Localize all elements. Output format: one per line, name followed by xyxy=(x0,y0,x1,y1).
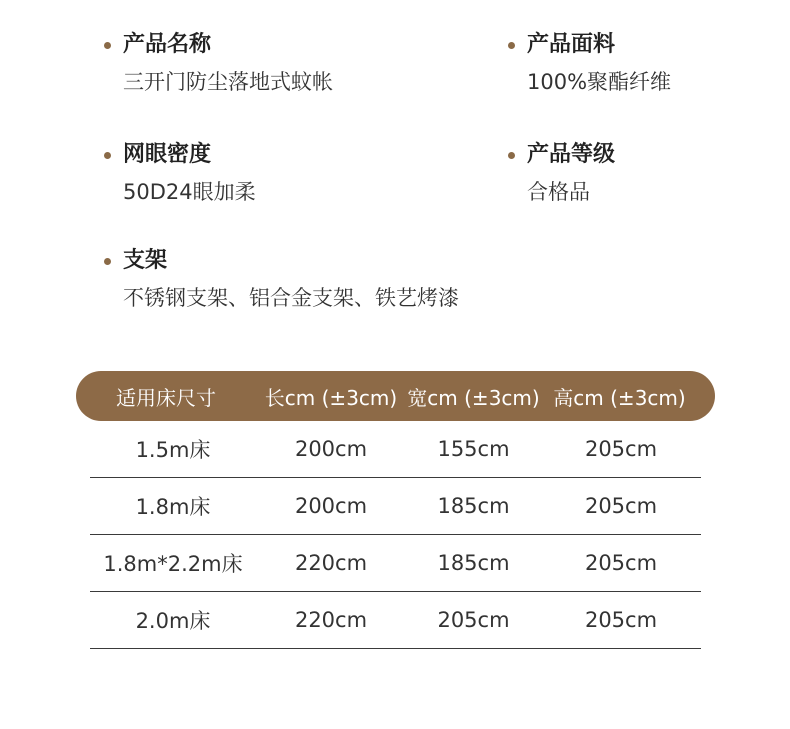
spec-title-text: 网眼密度 xyxy=(123,142,212,167)
spec-title xyxy=(123,31,333,59)
cell-width: 185cm xyxy=(437,551,510,575)
size-table xyxy=(76,371,715,649)
cell-length: 200cm xyxy=(294,437,368,461)
header-width: 宽cm (±3cm) xyxy=(407,385,540,410)
table-row xyxy=(90,478,701,535)
spec-title-text: 产品面料 xyxy=(527,32,616,57)
spec-value: 50D24眼加柔 xyxy=(123,180,256,204)
spec-grade xyxy=(527,141,615,206)
spec-value: 100%聚酯纤维 xyxy=(527,70,672,94)
spec-value: 合格品 xyxy=(527,180,590,204)
bullet-dot-icon xyxy=(508,152,515,159)
cell-length: 220cm xyxy=(294,608,368,632)
table-row xyxy=(90,592,701,649)
cell-bed-size: 2.0m床 xyxy=(135,609,211,633)
spec-mesh-density xyxy=(123,141,256,206)
cell-length: 220cm xyxy=(294,551,368,575)
spec-value: 不锈钢支架、铝合金支架、铁艺烤漆 xyxy=(123,286,459,310)
spec-title xyxy=(527,31,671,59)
spec-fabric xyxy=(527,31,671,96)
bullet-dot-icon xyxy=(104,152,111,159)
header-bed-size: 适用床尺寸 xyxy=(116,385,216,410)
cell-height: 205cm xyxy=(584,437,658,461)
cell-height: 205cm xyxy=(584,551,658,575)
cell-width: 155cm xyxy=(437,437,510,461)
spec-title-text: 支架 xyxy=(123,248,168,273)
cell-bed-size: 1.8m*2.2m床 xyxy=(103,552,243,576)
cell-height: 205cm xyxy=(584,608,658,632)
bullet-dot-icon xyxy=(104,258,111,265)
spec-title xyxy=(123,247,459,275)
cell-height: 205cm xyxy=(584,494,658,518)
cell-width: 205cm xyxy=(437,608,510,632)
spec-value: 三开门防尘落地式蚊帐 xyxy=(123,70,333,94)
cell-length: 200cm xyxy=(294,494,368,518)
cell-bed-size: 1.8m床 xyxy=(135,495,211,519)
table-row xyxy=(90,535,701,592)
header-height: 高cm (±3cm) xyxy=(553,385,686,410)
spec-frame xyxy=(123,247,459,312)
bullet-dot-icon xyxy=(104,42,111,49)
cell-bed-size: 1.5m床 xyxy=(135,438,211,462)
spec-title xyxy=(527,141,615,169)
table-row xyxy=(90,421,701,478)
cell-width: 185cm xyxy=(437,494,510,518)
spec-title xyxy=(123,141,256,169)
header-length: 长cm (±3cm) xyxy=(264,385,398,410)
table-header xyxy=(76,371,715,421)
spec-product-name xyxy=(123,31,333,96)
bullet-dot-icon xyxy=(508,42,515,49)
spec-title-text: 产品等级 xyxy=(527,142,616,167)
spec-title-text: 产品名称 xyxy=(123,32,212,57)
